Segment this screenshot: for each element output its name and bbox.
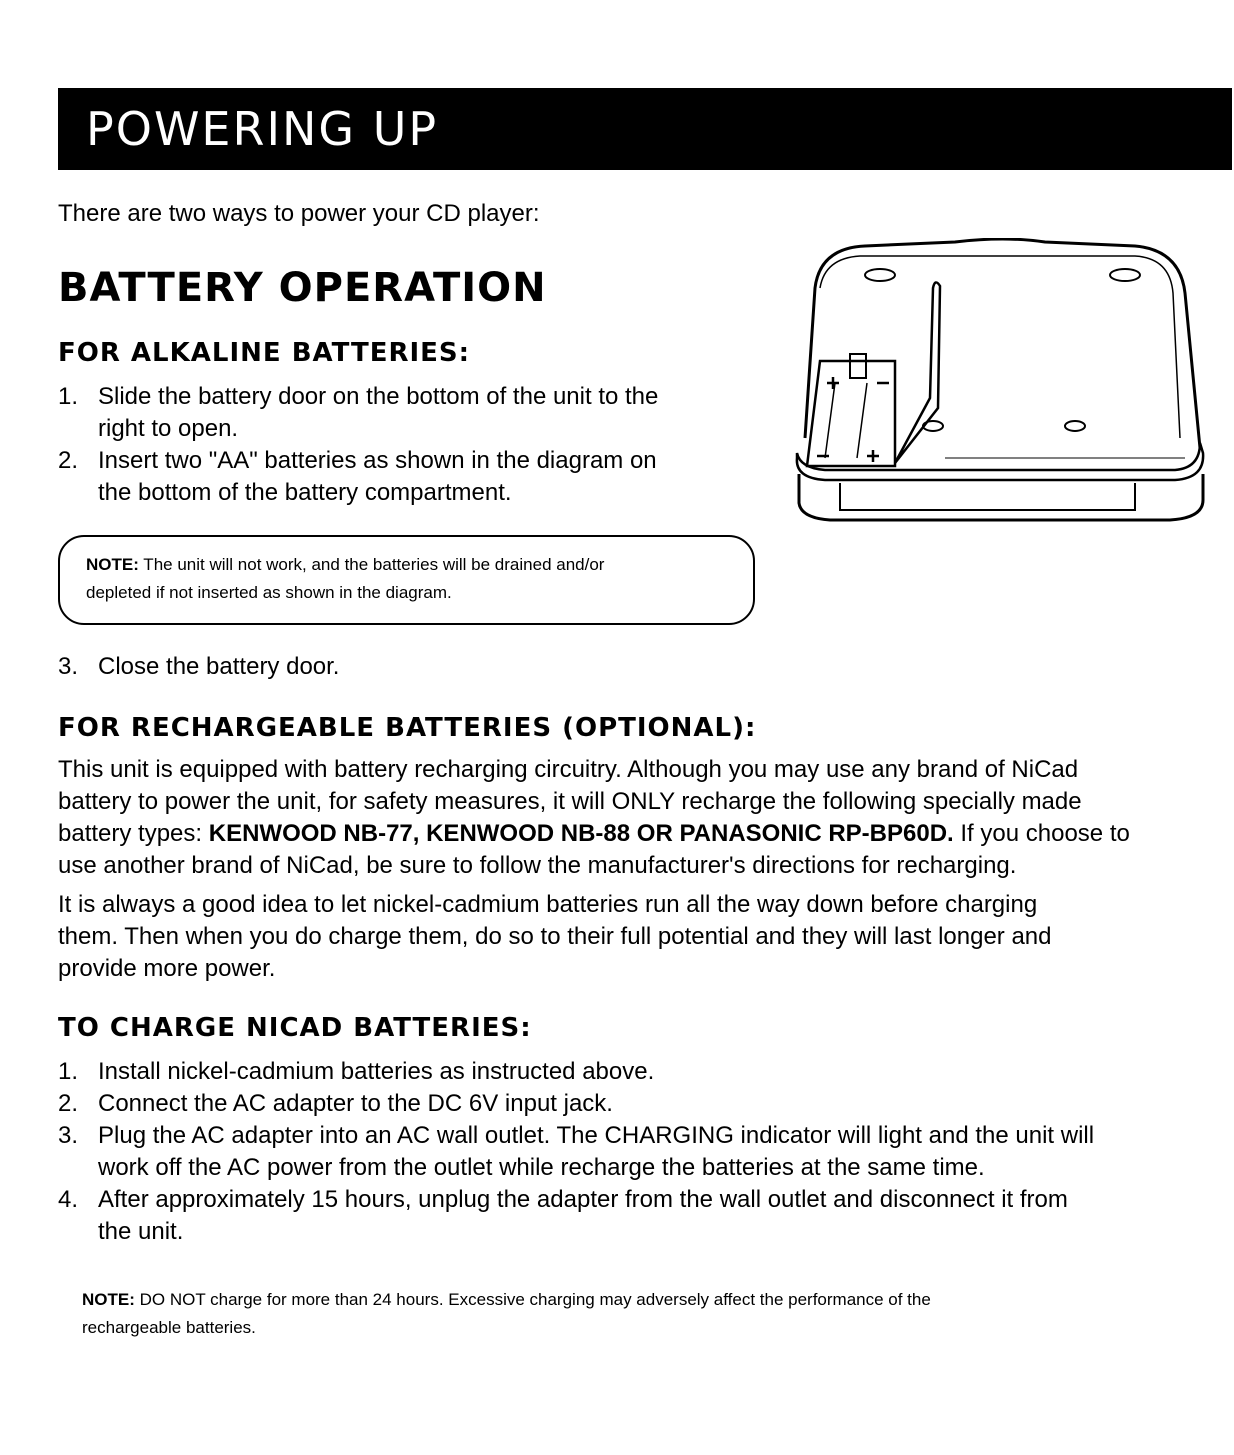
text: If you choose to <box>953 820 1130 847</box>
step-number: 2. <box>58 1090 79 1117</box>
rechargeable-heading: FOR RECHARGEABLE BATTERIES (OPTIONAL): <box>58 713 757 743</box>
note-label: NOTE: <box>86 555 139 574</box>
step-number: 3. <box>58 1122 79 1149</box>
alkaline-step-1 <box>58 381 658 509</box>
step-number: 4. <box>58 1186 79 1213</box>
paragraph-line: provide more power. <box>58 955 276 982</box>
rechargeable-paragraph-2 <box>58 889 1052 985</box>
step-text: work off the AC power from the outlet while recharge the batteries at the same time. <box>98 1154 985 1181</box>
note-text: rechargeable batteries. <box>82 1318 256 1337</box>
battery-operation-heading: BATTERY OPERATION <box>58 265 547 311</box>
step-number: 2. <box>58 447 79 474</box>
section-title-bar <box>58 88 1232 170</box>
step-text: right to open. <box>98 415 239 442</box>
step-text: Connect the AC adapter to the DC 6V input jack. <box>98 1090 613 1117</box>
note-text: DO NOT charge for more than 24 hours. Excessive charging may adversely affect the performance of the <box>134 1290 931 1309</box>
paragraph-line: This unit is equipped with battery recharging circuitry. Although you may use any brand of NiCad <box>58 756 1079 783</box>
foot-top-left <box>865 269 895 281</box>
charge-steps <box>58 1056 1094 1248</box>
step-text: Install nickel-cadmium batteries as instructed above. <box>98 1058 655 1085</box>
battery-models: KENWOOD NB-77, KENWOOD NB-88 OR PANASONIC RP-BP60D. <box>208 820 954 847</box>
paragraph-line: them. Then when you do charge them, do so to their full potential and they will last longer and <box>58 923 1052 950</box>
step-number: 1. <box>58 383 79 410</box>
step-number: 3. <box>58 653 79 680</box>
paragraph-line <box>58 818 1130 850</box>
alkaline-heading: FOR ALKALINE BATTERIES: <box>58 338 471 368</box>
step-number: 1. <box>58 1058 79 1085</box>
note-line-1 <box>86 555 604 575</box>
battery-compartment-diagram <box>785 238 1215 528</box>
charge-heading: TO CHARGE NICAD BATTERIES: <box>58 1013 532 1043</box>
step-text: After approximately 15 hours, unplug the adapter from the wall outlet and disconnect it from <box>98 1186 1068 1213</box>
intro-text: There are two ways to power your CD player: <box>58 200 540 227</box>
note-label: NOTE: <box>82 1290 135 1309</box>
step-text: Close the battery door. <box>98 653 340 680</box>
step-text: Plug the AC adapter into an AC wall outlet. The CHARGING indicator will light and the unit will <box>98 1122 1095 1149</box>
step-text: the unit. <box>98 1218 184 1245</box>
step-text: Slide the battery door on the bottom of the unit to the <box>98 383 659 410</box>
alkaline-step-3 <box>58 651 339 683</box>
paragraph-line: It is always a good idea to let nickel-cadmium batteries run all the way down before charging <box>58 891 1038 918</box>
step-text: Insert two "AA" batteries as shown in the diagram on <box>98 447 657 474</box>
foot-bottom-right <box>1065 421 1085 431</box>
paragraph-line: use another brand of NiCad, be sure to follow the manufacturer's directions for recharging. <box>58 852 1017 879</box>
charge-note <box>82 1286 931 1342</box>
step-text: the bottom of the battery compartment. <box>98 479 512 506</box>
page-title: POWERING UP <box>86 102 439 156</box>
paragraph-line: battery to power the unit, for safety measures, it will ONLY recharge the following specially made <box>58 788 1082 815</box>
text: battery types: <box>58 820 209 847</box>
note-line-2: depleted if not inserted as shown in the diagram. <box>86 583 452 602</box>
foot-top-right <box>1110 269 1140 281</box>
rechargeable-paragraph-1 <box>58 754 1130 882</box>
note-text: The unit will not work, and the batteries will be drained and/or <box>138 555 605 574</box>
note-box <box>58 535 755 625</box>
